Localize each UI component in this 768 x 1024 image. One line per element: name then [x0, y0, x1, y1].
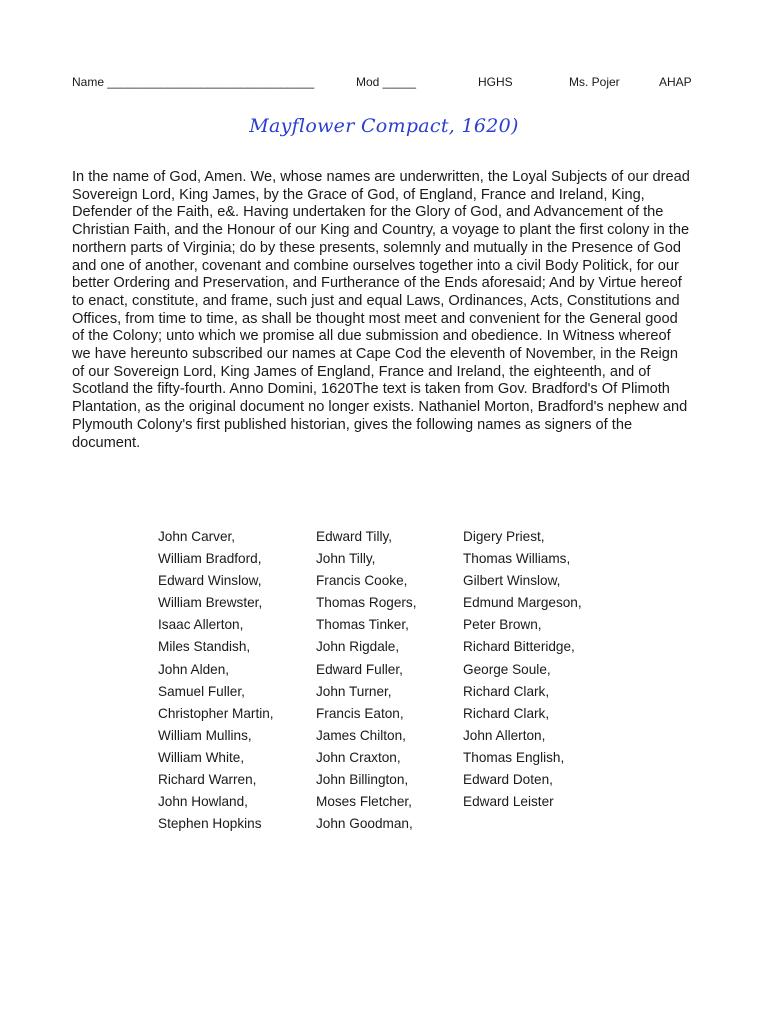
signer-name: Digery Priest, [463, 529, 545, 544]
signer-name: William Mullins, [158, 727, 252, 743]
signer-name: Richard Warren, [158, 772, 257, 788]
signer-name: Peter Brown, [463, 617, 542, 633]
signer-name: Edward Tilly, [316, 529, 393, 544]
signer-name: Samuel Fuller, [158, 683, 245, 699]
signers-column-3 [463, 526, 582, 813]
signer-name: Thomas Williams, [463, 551, 571, 567]
signer-name: John Goodman, [316, 816, 413, 832]
signer-name: Edward Doten, [463, 772, 553, 788]
school-label: HGHS [478, 75, 513, 89]
signer-name: William White, [158, 749, 245, 765]
signer-name: George Soule, [463, 661, 551, 677]
signer-name: John Allerton, [463, 727, 546, 743]
signer-name: Moses Fletcher, [316, 794, 412, 810]
signer-name: John Tilly, [316, 551, 376, 567]
compact-text: In the name of God, Amen. We, whose names are underwritten, the Loyal Subjects of our dread Sovereign Lord, King James, by the Grace of God, of England, France and Ireland, King, Defender of the Faith, e&. Having undertaken for the Glory of God, and Advancement of the Christian Faith, and the Honour of our King and Country, a voyage to plant the first colony in the northern parts of Virginia; do by these presents, solemnly and mutually in the Presence of God and one of another, covenant and combine ourselves together into a civil Body Politick, for our better Ordering and Preservation, and Furtherance of the Ends aforesaid; And by Virtue hereof to enact, constitute, and frame, such just and equal Laws, Ordinances, Acts, Constitutions and Offices, from time to time, as shall be thought most meet and convenient for the General good of the Colony; unto which we promise all due submission and obedience. In Witness whereof we have hereunto subscribed our names at Cape Cod the eleventh of November, in the Reign of our Sovereign Lord, King James of England, France and Ireland, the eighteenth, and of Scotland the fifty-fourth. Anno Domini, 1620The text is taken from Gov. Bradford's Of Plimoth Plantation, as the original document no longer exists. Nathaniel Morton, Bradford's nephew and Plymouth Colony's first published historian, gives the following names as signers of the document. [72, 169, 690, 451]
signer-name: Francis Eaton, [316, 705, 404, 721]
signer-name: John Alden, [158, 661, 230, 677]
signer-name: Thomas Tinker, [316, 617, 409, 633]
signer-name: John Carver, [158, 529, 236, 544]
signer-name: John Billington, [316, 772, 409, 788]
signer-name: Edward Leister [463, 794, 554, 810]
signer-name: Richard Bitteridge, [463, 639, 575, 655]
signer-name: James Chilton, [316, 727, 406, 743]
course-label: AHAP [659, 75, 692, 89]
signer-name: Isaac Allerton, [158, 617, 244, 633]
signer-name: Miles Standish, [158, 639, 251, 655]
teacher-label: Ms. Pojer [569, 75, 620, 89]
name-field-label: Name _______________________________ [72, 75, 315, 89]
signer-name: Francis Cooke, [316, 573, 408, 589]
signer-name: Gilbert Winslow, [463, 573, 561, 589]
signers-list [158, 526, 628, 836]
signer-name: Edward Winslow, [158, 573, 262, 589]
mod-field-label: Mod _____ [356, 75, 417, 89]
document-title: Mayflower Compact, 1620) [249, 115, 519, 137]
signer-name: Richard Clark, [463, 683, 550, 699]
signer-name: John Howland, [158, 794, 248, 810]
signer-name: John Turner, [316, 683, 392, 699]
signers-column-1 [158, 526, 274, 835]
signer-name: Christopher Martin, [158, 705, 274, 721]
signer-name: Stephen Hopkins [158, 816, 262, 832]
signer-name: Edward Fuller, [316, 661, 403, 677]
signers-column-2 [316, 526, 416, 835]
signer-name: John Craxton, [316, 749, 401, 765]
worksheet-header [72, 74, 696, 90]
signer-name: Edmund Margeson, [463, 595, 582, 611]
signer-name: William Brewster, [158, 595, 263, 611]
signer-name: John Rigdale, [316, 639, 400, 655]
signer-name: Thomas Rogers, [316, 595, 417, 611]
signer-name: Thomas English, [463, 749, 565, 765]
signer-name: William Bradford, [158, 551, 262, 567]
signer-name: Richard Clark, [463, 705, 550, 721]
